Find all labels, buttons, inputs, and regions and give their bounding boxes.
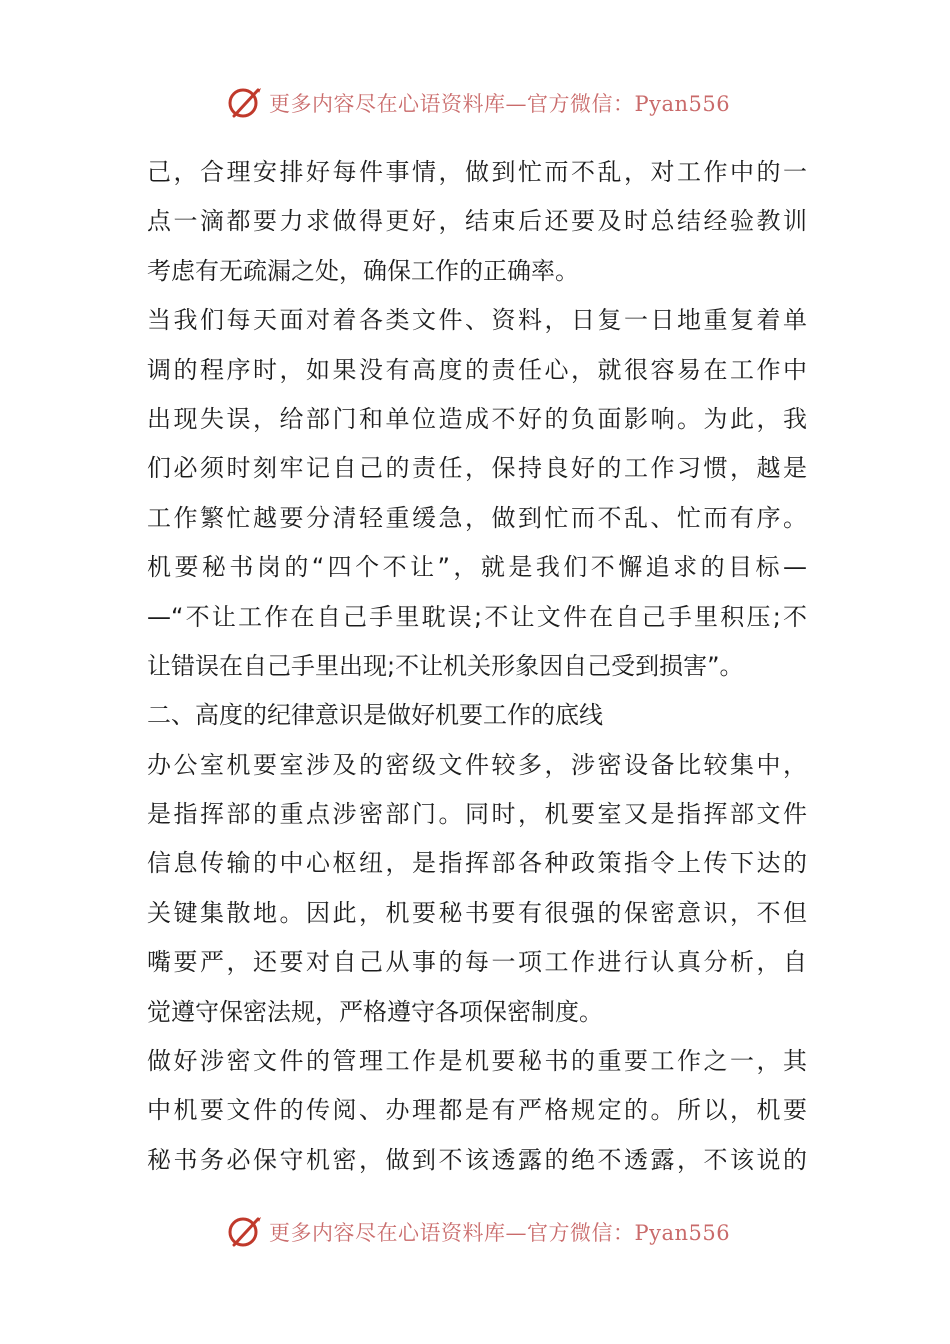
text-line: 关键集散地。因此，机要秘书要有很强的保密意识，不但 <box>147 898 807 927</box>
text-line: 机要秘书岗的“四个不让”，就是我们不懈追求的目标— <box>147 553 807 582</box>
text-line: 调的程序时，如果没有高度的责任心，就很容易在工作中 <box>147 355 807 384</box>
text-line: 让错误在自己手里出现;不让机关形象因自己受到损害”。 <box>147 651 744 680</box>
text-line: 点一滴都要力求做得更好，结束后还要及时总结经验教训 <box>147 207 807 236</box>
header-watermark-banner <box>225 81 745 125</box>
header-watermark-text: 更多内容尽在心语资料库—官方微信：Pyan556 <box>269 92 731 116</box>
text-line: 是指挥部的重点涉密部门。同时，机要室又是指挥部文件 <box>147 800 807 829</box>
text-line: —“不让工作在自己手里耽误;不让文件在自己手里积压;不 <box>147 602 807 631</box>
quill-pen-logo-icon <box>225 83 265 123</box>
text-line: 考虑有无疏漏之处，确保工作的正确率。 <box>147 256 579 285</box>
text-line: 嘴要严，还要对自己从事的每一项工作进行认真分析，自 <box>147 948 807 977</box>
text-line: 工作繁忙越要分清轻重缓急，做到忙而不乱、忙而有序。 <box>147 503 807 532</box>
text-line: 办公室机要室涉及的密级文件较多，涉密设备比较集中， <box>147 750 807 779</box>
quill-pen-logo-icon <box>225 1212 265 1252</box>
text-line: 信息传输的中心枢纽，是指挥部各种政策指令上传下达的 <box>147 849 807 878</box>
body-text <box>147 148 807 1185</box>
text-line: 做好涉密文件的管理工作是机要秘书的重要工作之一，其 <box>147 1047 807 1076</box>
text-line: 秘书务必保守机密，做到不该透露的绝不透露，不该说的 <box>147 1145 807 1174</box>
text-line: 二、高度的纪律意识是做好机要工作的底线 <box>147 701 603 730</box>
text-line: 觉遵守保密法规，严格遵守各项保密制度。 <box>147 997 603 1026</box>
footer-watermark-text: 更多内容尽在心语资料库—官方微信：Pyan556 <box>269 1221 731 1245</box>
text-line: 当我们每天面对着各类文件、资料，日复一日地重复着单 <box>147 306 807 335</box>
footer-watermark-banner <box>225 1210 745 1254</box>
text-line: 己，合理安排好每件事情，做到忙而不乱，对工作中的一 <box>147 158 807 186</box>
text-line: 们必须时刻牢记自己的责任，保持良好的工作习惯，越是 <box>147 454 807 483</box>
text-line: 中机要文件的传阅、办理都是有严格规定的。所以，机要 <box>147 1096 807 1125</box>
text-line: 出现失误，给部门和单位造成不好的负面影响。为此，我 <box>147 404 807 433</box>
